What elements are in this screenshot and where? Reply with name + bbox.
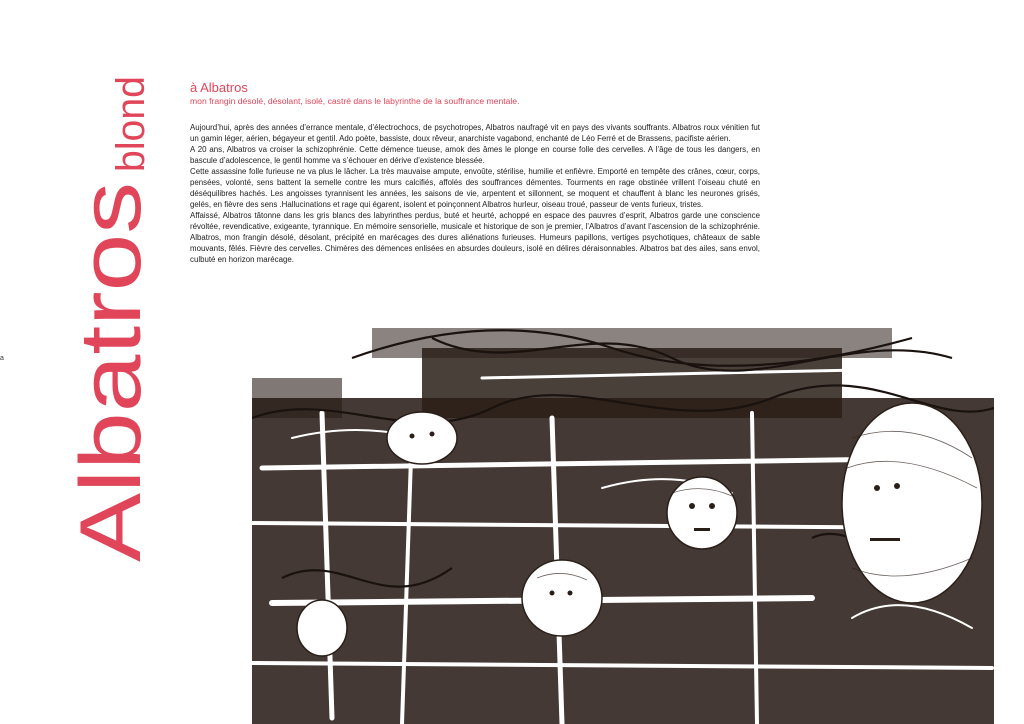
- title-albatros: Albatros: [63, 246, 158, 562]
- stray-mark: a: [0, 355, 4, 362]
- dedication-title: à Albatros: [190, 80, 248, 95]
- title-blond: blond: [109, 74, 153, 172]
- body-text: [190, 122, 760, 265]
- dedication-subtitle: mon frangin désolé, désolant, isolé, castré dans le labyrinthe de la souffrance mentale.: [190, 96, 520, 106]
- paragraph: Aujourd’hui, après des années d’errance mentale, d’électrochocs, de psychotropes, Albatros naufragé vit en pays des vivants souffrants. Albatros roux vénitien fut un gamin léger, aérien, bégayeur et gentil. Ado poète, bassiste, doux rêveur, anarchiste vagabond, enchanté de Léo Ferré et de Brassens, pacifiste aérien.: [190, 123, 760, 143]
- vertical-title: [48, 70, 158, 570]
- text-block: [190, 80, 760, 265]
- ink-drawing: [252, 318, 994, 724]
- paragraph: Affaissé, Albatros tâtonne dans les gris blancs des labyrinthes perdus, buté et heurté, achoppé en espace des pauvres d’esprit, Albatros garde une conscience révoltée, revendicative, exigeante, tyrannique. En mémoire sensorielle, musicale et historique de son je premier, l’Albatros d’avant l’ascension de la schizophrénie. Albatros, mon frangin désolé, désolant, précipité en marécages des dures aliénations furieuses. Humeurs papillons, vertiges psychotiques, châteaux de sable mouvants, fêlés. Fièvre des cervelles. Chimères des démences enlisées en absurdes douleurs, isolé en délires déraisonnables. Albatros bat des ailes, sans envol, culbuté en horizon marécage.: [190, 211, 760, 264]
- paragraph: Cette assassine folle furieuse ne va plus le lâcher. La très mauvaise ampute, envoûte, stérilise, humilie et enfièvre. Emporté en tempête des crânes, cœur, corps, pensées, volonté, sens battent la semelle contre les murs calcifiés, affolés des souffrances démentes. Tourments en rage obstinée vrillent l’oiseau chuté en déséquilibres hachés. Les angoisses tyrannisent les années, les saisons de vie, arpentent et sillonnent, se moquent et chauffent à blanc les neurones grisés, gelés, en fièvre des sens .Hallucinations et rage qui égarent, isolent et poinçonnent Albatros hurleur, oiseau troué, passeur de vents furieux, tristes.: [190, 167, 760, 209]
- paragraph: A 20 ans, Albatros va croiser la schizophrénie. Cette démence tueuse, amok des âmes le plonge en course folle des cervelles. A l’âge de tous les dangers, en bascule d’adolescence, le gentil homme va s’échouer en dérive d’existence blessée.: [190, 145, 760, 165]
